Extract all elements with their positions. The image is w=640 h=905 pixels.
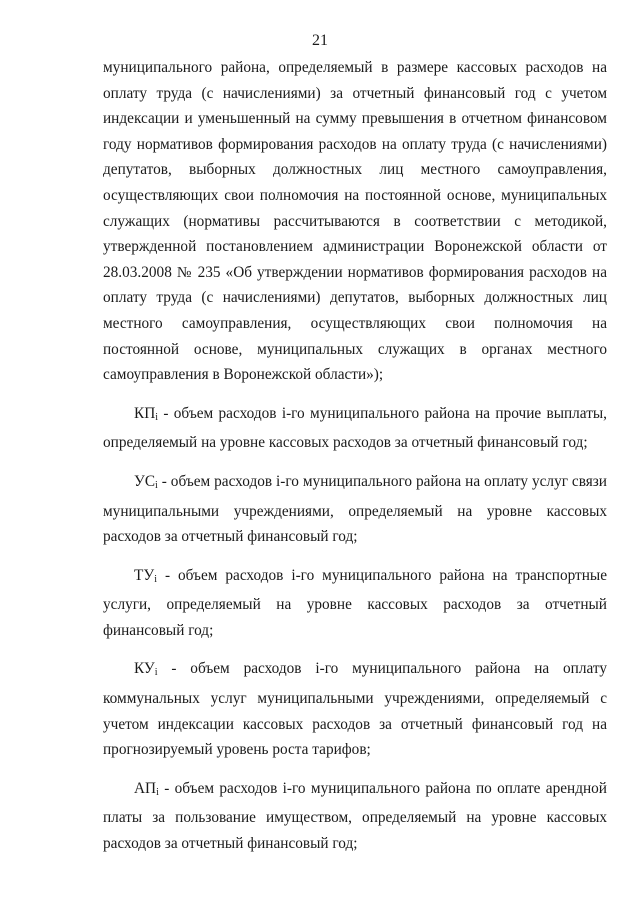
- paragraph-ap: [103, 776, 607, 857]
- definition-ap: - объем расходов i-го муниципального района по оплате арендной платы за пользование имуществом, определяемый на уровне кассовых расходов за отчетный финансовый год;: [103, 779, 607, 853]
- paragraph-tu: [103, 563, 607, 644]
- paragraph-continuation: муниципального района, определяемый в размере кассовых расходов на оплату труда (с начислениями) за отчетный финансовый год с учетом индексации и уменьшенный на сумму превышения в отчетном финансовом году нормативов формирования расходов на оплату труда (с начислениями) депутатов, выборных должностных лиц местного самоуправления, осуществляющих свои полномочия на постоянной основе, муниципальных служащих (нормативы рассчитываются в соответствии с методикой, утвержденной постановлением администрации Воронежской области от 28.03.2008 № 235 «Об утверждении нормативов формирования расходов на оплату труда (с начислениями) депутатов, выборных должностных лиц местного самоуправления, осуществляющих свои полномочия на постоянной основе, муниципальных служащих в органах местного самоуправления в Воронежской области»);: [103, 59, 607, 384]
- variable-kp: $КП_i$: [134, 404, 159, 423]
- definition-ku: - объем расходов i-го муниципального района на оплату коммунальных услуг муниципальными учреждениями, определяемый с учетом индексации кассовых расходов за отчетный финансовый год на прогнозируемый уровень роста тарифов;: [103, 660, 607, 759]
- variable-tu: $ТУ_i$: [134, 566, 157, 585]
- variable-us: $УС_i$: [134, 472, 158, 491]
- definition-tu: - объем расходов i-го муниципального района на транспортные услуги, определяемый на уровне кассовых расходов за отчетный финансовый год;: [103, 566, 607, 639]
- variable-ku: $КУ_i$: [134, 660, 158, 679]
- document-body: [103, 55, 607, 857]
- definition-kp: - объем расходов i-го муниципального района на прочие выплаты, определяемый на уровне кассовых расходов за отчетный финансовый год;: [103, 404, 607, 452]
- variable-ap: $АП_i$: [134, 779, 159, 798]
- paragraph-kp: [103, 401, 607, 456]
- paragraph-ku: [103, 656, 607, 762]
- page-number: 21: [312, 32, 328, 49]
- definition-us: - объем расходов i-го муниципального района на оплату услуг связи муниципальными учреждениями, определяемый на уровне кассовых расходов за отчетный финансовый год;: [103, 472, 607, 546]
- paragraph-us: [103, 469, 607, 550]
